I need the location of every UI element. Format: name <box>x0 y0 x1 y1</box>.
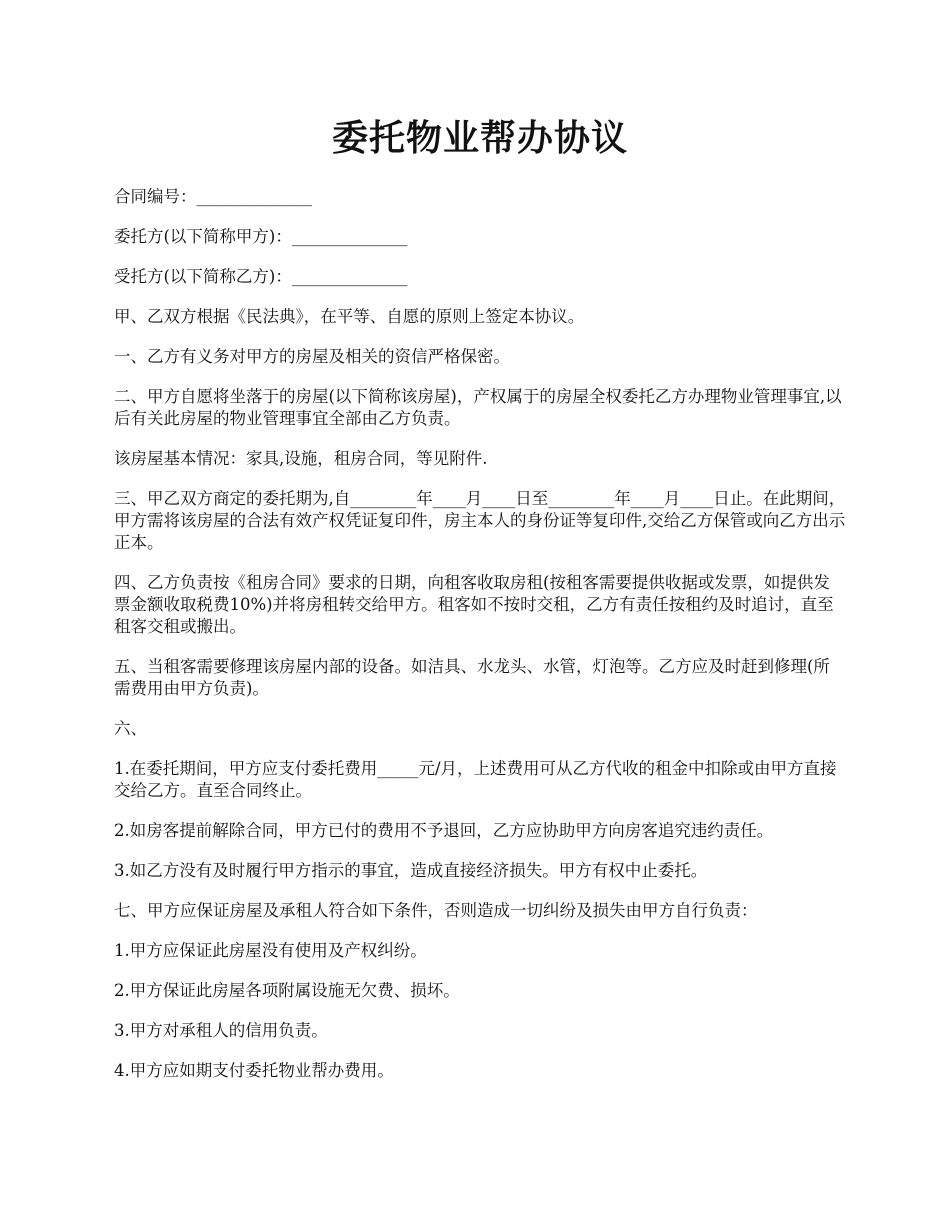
clause-5: 五、当租客需要修理该房屋内部的设备。如洁具、水龙头、水管，灯泡等。乙方应及时赶到修理(所需费用由甲方负责)。 <box>114 657 830 698</box>
clause-2: 二、甲方自愿将坐落于的房屋(以下简称该房屋)，产权属于的房屋全权委托乙方办理物业管理事宜,以后有关此房屋的物业管理事宜全部由乙方负责。 <box>114 387 842 428</box>
clause-7-item-2: 2.甲方保证此房屋各项附属设施无欠费、损坏。 <box>114 981 460 1000</box>
party-b-line: 受托方(以下简称乙方)：______________ <box>114 267 408 286</box>
clause-7-item-3: 3.甲方对承租人的信用负责。 <box>114 1021 328 1040</box>
property-info: 该房屋基本情况：家具,设施，租房合同，等见附件. <box>114 449 488 468</box>
clause-3: 三、甲乙双方商定的委托期为,自________年____月____日至________年____月____日止。在此期间，甲方需将该房屋的合法有效产权凭证复印件，房主本人的身份证等复印件,交给乙方保管或向乙方出示正本。 <box>114 489 846 552</box>
document-title: 委托物业帮办协议 <box>331 117 628 159</box>
clause-1: 一、乙方有义务对甲方的房屋及相关的资信严格保密。 <box>114 347 510 366</box>
clause-7-heading: 七、甲方应保证房屋及承租人符合如下条件，否则造成一切纠纷及损失由甲方自行负责： <box>114 901 758 920</box>
clause-6-item-1: 1.在委托期间，甲方应支付委托费用_____元/月，上述费用可从乙方代收的租金中扣除或由甲方直接交给乙方。直至合同终止。 <box>114 759 837 800</box>
clause-7-item-1: 1.甲方应保证此房屋没有使用及产权纠纷。 <box>114 941 427 960</box>
preamble-paragraph: 甲、乙双方根据《民法典》，在平等、自愿的原则上签定本协议。 <box>114 307 585 326</box>
clause-6-item-3: 3.如乙方没有及时履行甲方指示的事宜，造成直接经济损失。甲方有权中止委托。 <box>114 861 708 880</box>
clause-6-heading: 六、 <box>114 719 147 738</box>
contract-number-line: 合同编号：______________ <box>114 187 312 206</box>
clause-4: 四、乙方负责按《租房合同》要求的日期，向租客收取房租(按租客需要提供收据或发票，如提供发票金额收取税费10%)并将房租转交给甲方。租客如不按时交租，乙方有责任按租约及时追讨，直至租客交租或搬出。 <box>114 573 834 636</box>
clause-6-item-2: 2.如房客提前解除合同，甲方已付的费用不予退回，乙方应协助甲方向房客追究违约责任。 <box>114 821 774 840</box>
party-a-line: 委托方(以下简称甲方)：______________ <box>114 227 408 246</box>
clause-7-item-4: 4.甲方应如期支付委托物业帮办费用。 <box>114 1061 394 1080</box>
